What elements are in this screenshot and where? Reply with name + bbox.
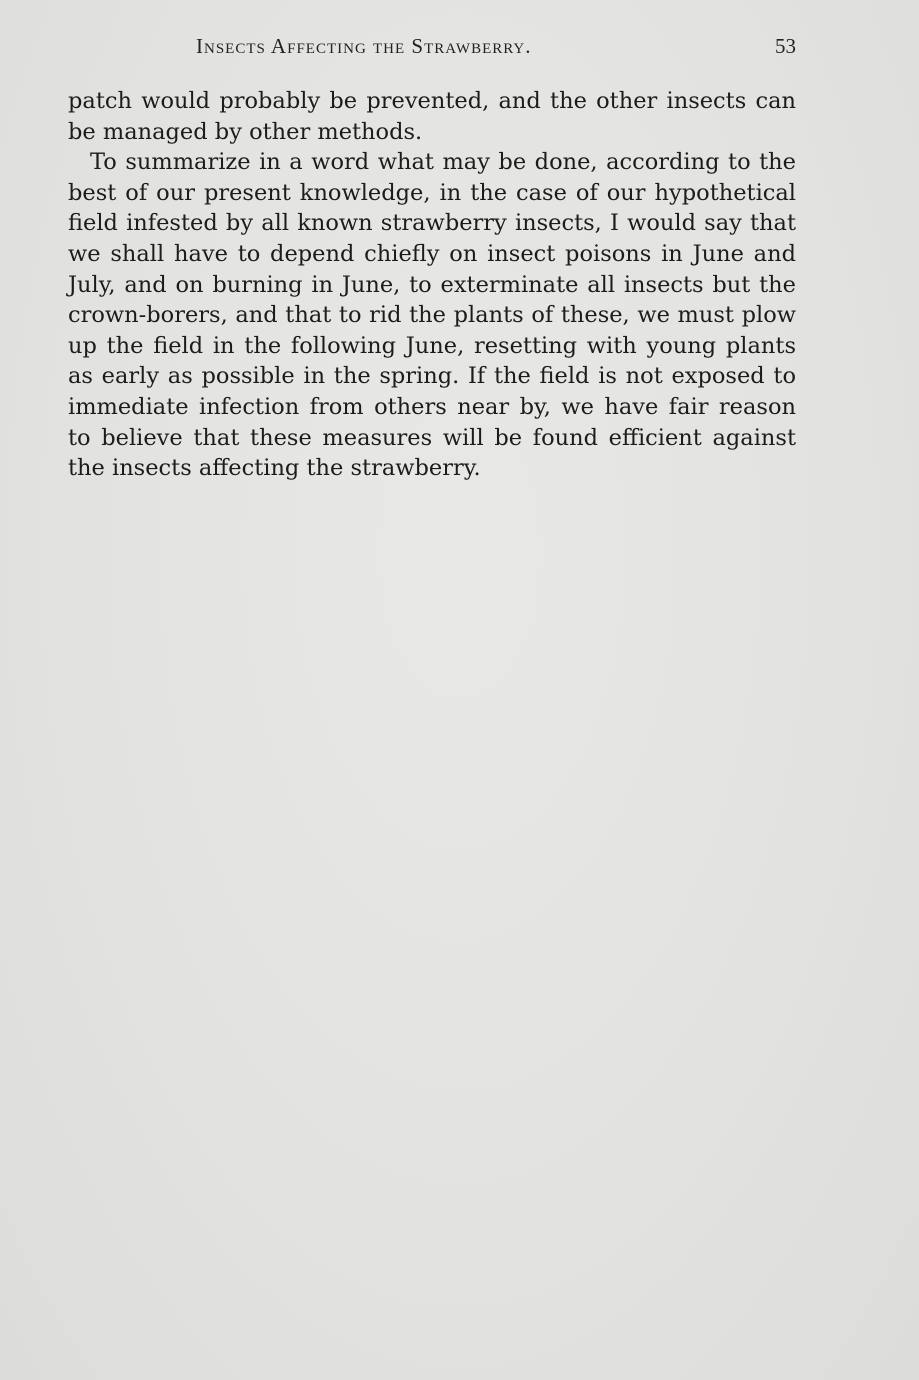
running-title: Insects Affecting the Strawberry. (196, 34, 532, 58)
page-number: 53 (775, 34, 796, 58)
paragraph-continuation: patch would probably be prevented, and the other insects can be managed by other methods. (68, 88, 796, 145)
paragraph-summary: To summarize in a word what may be done, according to the best of our present knowledge, in the case of our hypothetical field infested by all known strawberry insects, I would say that we shall have to depend chiefly on insect poisons in June and July, and on burning in June, to exterminate all insects but the crown-borers, and that to rid the plants of these, we must plow up the field in the following June, resetting with young plants as early as possible in the spring. If the field is not exposed to immediate infection from others near by, we have fair reason to believe that these measures will be found efficient against the insects affecting the strawberry. (68, 149, 796, 482)
running-head (196, 34, 796, 64)
body-text (68, 86, 796, 484)
